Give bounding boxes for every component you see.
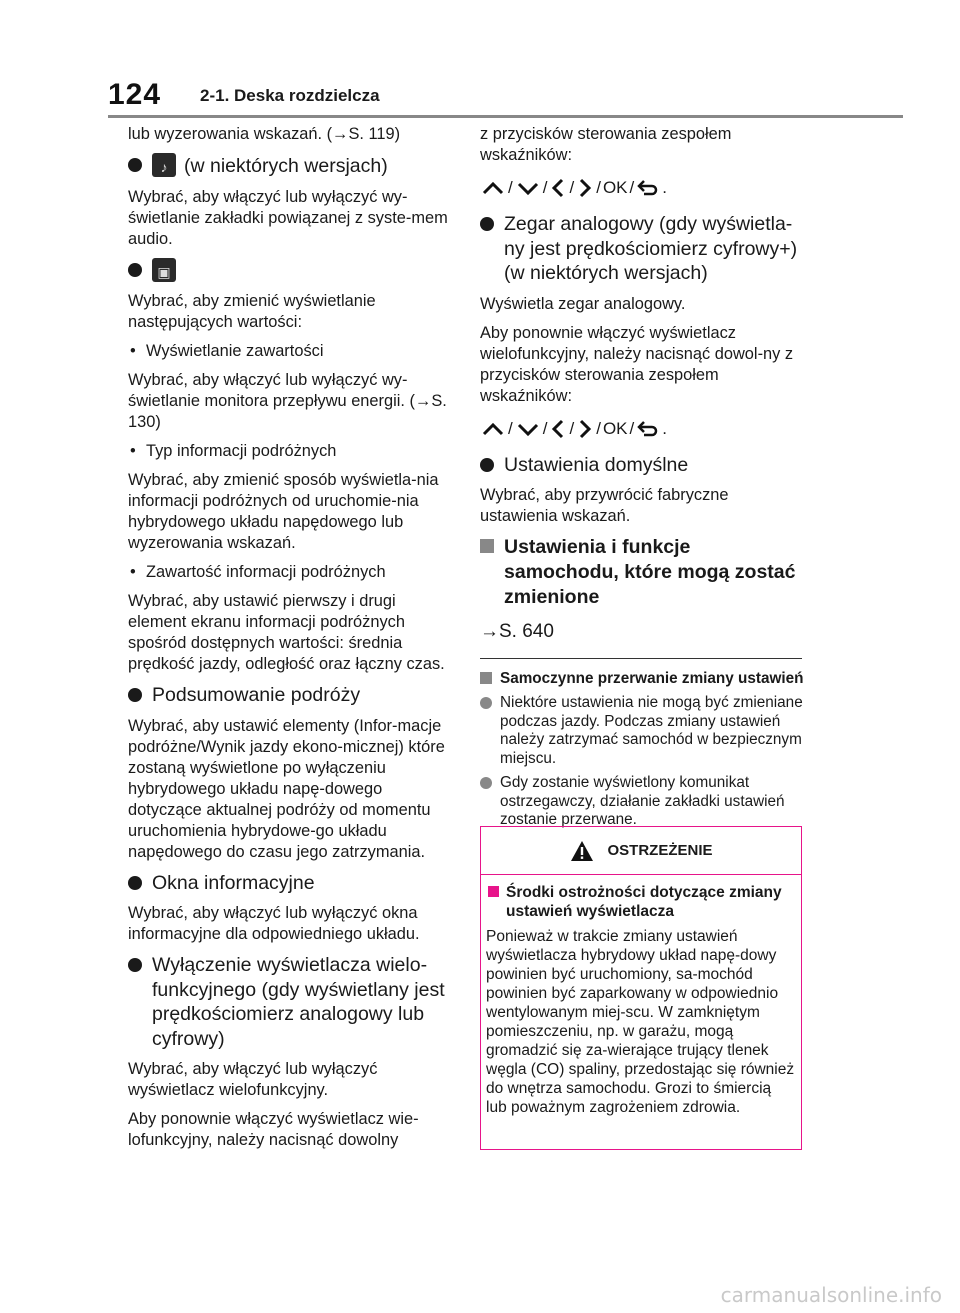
sub-item-trip-content: • Zawartość informacji podróżnych bbox=[130, 563, 386, 581]
bullet-icon bbox=[128, 263, 142, 277]
warning-title: OSTRZEŻENIE bbox=[607, 842, 713, 859]
back-arrow-icon bbox=[636, 419, 660, 439]
note-item: Niektóre ustawienia nie mogą być zmieniane podczas jazdy. Podczas zmiany ustawień należy zatrzymać samochód w bezpiecznym miejscu. bbox=[480, 694, 810, 768]
warning-text: Ponieważ w trakcie zmiany ustawień wyświetlacza hybrydowy układ napę-dowy powinien być uruchomiony, sa-mochód powinien być zaparkowany w odpowiednio wentylowanym miej-scu. W zamkniętym pomieszczeniu, np. w garażu, mogą gromadzić się za-wierające trujący tlenek węgla (CO) spaliny, przedostając się również do wnętrza samochodu. Grozi to śmiercią lub poważnym zagrożeniem zdrowia. bbox=[486, 928, 795, 1116]
item-popup-desc: Wybrać, aby włączyć lub wyłączyć okna informacyjne dla odpowiedniego układu. bbox=[128, 904, 420, 943]
item-audio-desc: Wybrać, aby włączyć lub wyłączyć wy-świetlanie zakładki powiązanej z syste-mem audio. bbox=[128, 187, 448, 248]
note-heading: Samoczynne przerwanie zmiany ustawień bbox=[480, 669, 810, 688]
chevron-left-icon bbox=[549, 177, 567, 199]
page-number: 124 bbox=[108, 78, 162, 111]
item-defaults-title: Ustawienia domyślne bbox=[480, 453, 810, 478]
item-trip-summary-desc: Wybrać, aby ustawić elementy (Infor-macje podróżne/Wynik jazdy ekono-micznej) które zostaną wyświetlone po wyłączeniu hybrydowego układu napę-dowego dotyczące aktualnej podróży od momentu uruchomienia hybrydowe-go układu napędowego do czasu jego zatrzymania. bbox=[128, 716, 445, 861]
item-analog-clock-desc-2: Aby ponownie włączyć wyświetlacz wielofunkcyjny, należy nacisnąć dowol-ny z przycisków sterowania zespołem wskaźników: bbox=[480, 323, 794, 405]
back-arrow-icon bbox=[636, 178, 660, 198]
audio-note-icon: ♪ bbox=[152, 153, 176, 177]
sub-item-content-display-desc: Wybrać, aby włączyć lub wyłączyć wy-świetlanie monitora przepływu energii. (→S. 130) bbox=[128, 371, 447, 431]
bullet-icon bbox=[128, 958, 142, 972]
energy-monitor-icon: ▣ bbox=[152, 258, 176, 282]
item-multi-display-desc-2: Aby ponownie włączyć wyświetlacz wie-lofunkcyjny, należy nacisnąć dowolny bbox=[128, 1110, 419, 1149]
header-rule bbox=[108, 115, 903, 118]
item-defaults-desc: Wybrać, aby przywrócić fabryczne ustawienia wskazań. bbox=[480, 486, 729, 525]
ok-button-label: OK bbox=[602, 418, 628, 438]
item-popup-title: Okna informacyjne bbox=[128, 871, 458, 896]
sub-item-trip-content-desc: Wybrać, aby ustawić pierwszy i drugi element ekranu informacji podróżnych spośród dostępnych wartości: średnia prędkość jazdy, odległość oraz łączny czas. bbox=[128, 592, 445, 673]
continuation-text-right: z przycisków sterowania zespołem wskaźników: bbox=[480, 125, 732, 164]
item-multi-display-title: Wyłączenie wyświetlacza wielo-funkcyjnego (gdy wyświetlany jest prędkościomierz analogowy lub cyfrowy) bbox=[128, 953, 458, 1051]
bullet-icon bbox=[480, 697, 492, 709]
bullet-icon bbox=[480, 217, 494, 231]
section-title: 2-1. Deska rozdzielcza bbox=[200, 86, 380, 105]
warning-triangle-icon bbox=[569, 839, 595, 863]
warning-subheading: Środki ostrożności dotyczące zmiany ustawień wyświetlacza bbox=[486, 883, 795, 921]
item-energy-desc: Wybrać, aby zmienić wyświetlanie następujących wartości: bbox=[128, 292, 376, 331]
square-bullet-icon bbox=[480, 539, 494, 553]
item-analog-clock-title: Zegar analogowy (gdy wyświetla-ny jest prędkościomierz cyfrowy+) (w niektórych wersjach) bbox=[480, 212, 810, 286]
chevron-right-icon bbox=[576, 418, 594, 440]
item-trip-summary-title: Podsumowanie podróży bbox=[128, 683, 458, 708]
item-multi-display-desc: Wybrać, aby włączyć lub wyłączyć wyświetlacz wielofunkcyjny. bbox=[128, 1060, 378, 1099]
note-item: Gdy zostanie wyświetlony komunikat ostrzegawczy, działanie zakładki ustawień zostanie przerwane. bbox=[480, 774, 810, 830]
continuation-text: lub wyzerowania wskazań. (→S. 119) bbox=[128, 125, 401, 143]
ok-button-label: OK bbox=[602, 178, 628, 197]
chevron-down-icon bbox=[515, 179, 541, 197]
bullet-icon bbox=[128, 158, 142, 172]
bullet-icon bbox=[128, 688, 142, 702]
chevron-up-icon bbox=[480, 179, 506, 197]
button-sequence: / / / / OK / . bbox=[480, 174, 810, 202]
warning-header bbox=[481, 827, 801, 875]
page-header bbox=[108, 78, 903, 118]
bullet-icon bbox=[128, 876, 142, 890]
right-column bbox=[480, 124, 810, 836]
chevron-left-icon bbox=[549, 418, 567, 440]
divider bbox=[480, 658, 802, 659]
sub-item-trip-type-desc: Wybrać, aby zmienić sposób wyświetla-nia informacji podróżnych od uruchomie-nia hybrydowego układu napędowego lub wyzerowania wskazań. bbox=[128, 471, 439, 552]
button-sequence-2: / / / / OK / . bbox=[480, 415, 810, 443]
chevron-down-icon bbox=[515, 420, 541, 438]
item-audio-title: ♪ (w niektórych wersjach) bbox=[128, 153, 458, 179]
chevron-up-icon bbox=[480, 420, 506, 438]
watermark: carmanualsonline.info bbox=[720, 1283, 942, 1307]
warning-box bbox=[480, 826, 802, 1150]
left-column bbox=[128, 124, 458, 1159]
item-analog-clock-desc: Wyświetla zegar analogowy. bbox=[480, 294, 686, 313]
item-energy-title bbox=[128, 258, 458, 284]
warning-body bbox=[481, 875, 801, 1117]
sub-item-trip-type: • Typ informacji podróżnych bbox=[130, 442, 337, 460]
square-bullet-icon bbox=[480, 672, 492, 684]
bullet-icon bbox=[480, 458, 494, 472]
customization-heading: Ustawienia i funkcje samochodu, które mogą zostać zmienione bbox=[480, 535, 810, 610]
bullet-icon bbox=[480, 777, 492, 789]
page-reference: →S. 640 bbox=[480, 621, 554, 642]
square-bullet-icon bbox=[488, 886, 499, 897]
chevron-right-icon bbox=[576, 177, 594, 199]
sub-item-content-display: • Wyświetlanie zawartości bbox=[130, 342, 324, 360]
